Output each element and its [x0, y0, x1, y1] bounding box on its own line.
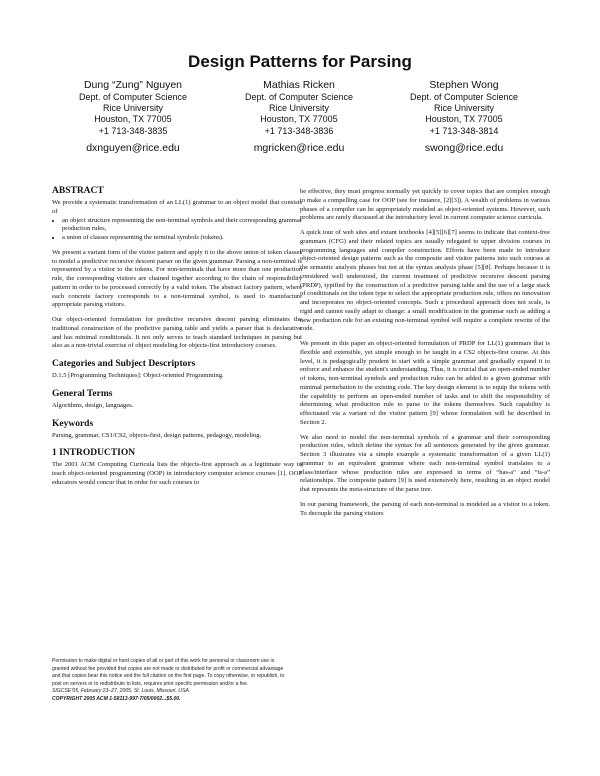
general-terms-text: Algorithms, design, languages.: [52, 401, 134, 409]
conference-line: SIGCSE’05, February 23–27, 2005, St. Louis, Missouri, USA.: [52, 688, 191, 695]
author-email[interactable]: swong@rice.edu: [424, 141, 504, 154]
author-dept: Dept. of Computer Science: [78, 92, 188, 102]
author-email[interactable]: dxnguyen@rice.edu: [86, 141, 180, 154]
author-phone: +1 713-348-3814: [429, 125, 499, 136]
copyright-footnote: [52, 658, 288, 704]
abstract-paragraph: Our object-oriented formulation for predictive recursive descent parsing eliminates the traditional construction of the predictive parsing table and yields a parser that is declarative and has minimal conditionals. It not only serves to teach standard techniques in parsing but also as a non-trivial exercise of object modeling for objects-first introductory courses.: [52, 316, 302, 350]
author-block-3: [379, 78, 549, 154]
abstract-bullet: • a union of classes representing the terminal symbols (tokens).: [62, 234, 302, 243]
author-city: Houston, TX 77005: [425, 114, 503, 125]
right-column: [300, 188, 550, 524]
author-dept: Dept. of Computer Science: [244, 92, 354, 102]
author-univ: Rice University: [268, 103, 329, 114]
copyright-line: COPYRIGHT 2005 ACM 1-58113-997-7/05/0002...$5.00.: [52, 695, 181, 702]
abstract-paragraph: We present a variant form of the visitor pattern and apply it to the above union of token classes to model a predictive recursive descent parser on the given grammar. Parsing a non-terminal is represented by a visitor to the tokens. For non-terminals that have more than one production rule, the corresponding visitors are chained together according to the chain of responsibility pattern in order to be processed correctly by a valid token. The abstract factory pattern, where each concrete factory corresponds to a non-terminal symbol, is used to manufacture appropriate parsing visitors.: [52, 248, 302, 309]
permission-text: Permission to make digital or hard copies of all or part of this work for personal or classroom use is granted without fee provided that copies are not made or distributed for profit or commercial advantage and that copies bear this notice and the full citation on the first page. To copy otherwise, or republish, to post on servers or to redistribute to lists, requires prior specific permission and/or a fee.: [52, 658, 285, 687]
author-name: Dung “Zung” Nguyen: [83, 79, 183, 91]
introduction-paragraph: The 2001 ACM Computing Curricula lists the objects-first approach as a legitimate way to teach object-oriented programming (OOP) in introductory computer science courses [1]. OOP educators would concur that in order for such courses to: [52, 461, 302, 486]
body-paragraph: be effective, they must progress normally yet quickly to cover topics that are complex enough to make a compelling case for OOP (see for instance, [2][3]). A wealth of problems in various phases of a compiler can be appropriately modeled as object-oriented systems. However, such problems are rarely discussed at the introductory level in current computer science curricula.: [300, 188, 550, 222]
author-name: Mathias Ricken: [263, 79, 335, 91]
categories-text: D.1.5 [Programming Techniques]: Object-oriented Programming.: [52, 372, 224, 379]
abstract-bullets: [52, 217, 302, 243]
categories-heading: Categories and Subject Descriptors: [52, 359, 196, 369]
keywords-text: Parsing, grammar, CS1/CS2, objects-first, design patterns, pedagogy, modeling.: [52, 431, 262, 439]
author-block-1: [48, 78, 218, 154]
abstract-bullet: • an object structure representing the non-terminal symbols and their corresponding grammar production rules,: [62, 217, 302, 235]
author-univ: Rice University: [433, 103, 494, 114]
body-paragraph: We present in this paper an object-oriented formulation of PRDP for LL(1) grammars that is flexible and extensible, yet simple enough to be taught in a CS2 objects-first course. At this level, it is pedagogically prudent to start with a simple grammar and gradually expand it to enforce and enhance the student's understanding. Thus, it is crucial that an open-ended number of tokens, non-terminal symbols and production rules can be added to a given grammar with minimal perturbation to the existing code. The key design element is to equip the tokens with the capability to perform an open-ended number of tasks and to shift the responsibility of determining what production rule to parse to the tokens themselves. Such capability is effectuated via a variant of the visitor pattern [9] whose formulation will be described in Section 2.: [300, 340, 550, 426]
author-phone: +1 713-348-3836: [264, 125, 334, 136]
introduction-heading: 1 INTRODUCTION: [52, 448, 136, 459]
abstract-heading: ABSTRACT: [52, 186, 104, 196]
left-column: [52, 186, 302, 494]
body-paragraph: In our parsing framework, the parsing of each non-terminal is modeled as a visitor to a token. To decouple the parsing visitors: [300, 500, 550, 517]
author-name: Stephen Wong: [429, 79, 499, 91]
body-paragraph: A quick tour of web sites and extant textbooks [4][5][6][7] seems to indicate that context-free grammars (CFG) and their related topics are usually relegated to upper division courses in programming languages and compiler construction. Efforts have been made to introduce object-oriented design patterns such as the composite and visitor patterns into such courses at the semantic analysis phases but not at the syntax analysis phase [5][8]. Perhaps because it is considered well understood, the current treatment of predictive recursive descent parsing (PRDP), typified by the construction of a predictive parsing table and the use of a large stack of conditionals on the token type to select the appropriate production rule, offers no innovation and incorporates no object-oriented concepts. Such a procedural approach does not scale, is rigid and cannot easily adapt to change: a small modification in the grammar such as adding a new production rule for an existing non-terminal symbol will require a complete rewrite of the code.: [300, 229, 550, 333]
author-city: Houston, TX 77005: [94, 114, 172, 125]
abstract-intro: We provide a systematic transformation of an LL(1) grammar to an object model that consists of: [52, 199, 302, 215]
author-email[interactable]: mgricken@rice.edu: [253, 141, 345, 154]
body-paragraph: We also need to model the non-terminal symbols of a grammar and their corresponding production rules, which define the syntax for all sentences generated by the given grammar. Section 3 illustrates via a simple example a systematic transformation of a given LL(1) grammar to an equivalent grammar where each non-terminal symbol translates to a class/interface whose production rules are expressed in terms of “has-a” and “is-a” relationships. The composite pattern [9] is used extensively here, resulting in an object model that represents the meta-structure of the parse tree.: [300, 433, 550, 493]
keywords-heading: Keywords: [52, 418, 94, 429]
author-dept: Dept. of Computer Science: [409, 92, 519, 102]
author-univ: Rice University: [102, 103, 163, 114]
author-block-2: [214, 78, 384, 154]
paper-title: Design Patterns for Parsing: [188, 52, 412, 71]
general-terms-heading: General Terms: [52, 388, 113, 399]
author-phone: +1 713-348-3835: [98, 125, 168, 136]
author-city: Houston, TX 77005: [260, 114, 338, 125]
